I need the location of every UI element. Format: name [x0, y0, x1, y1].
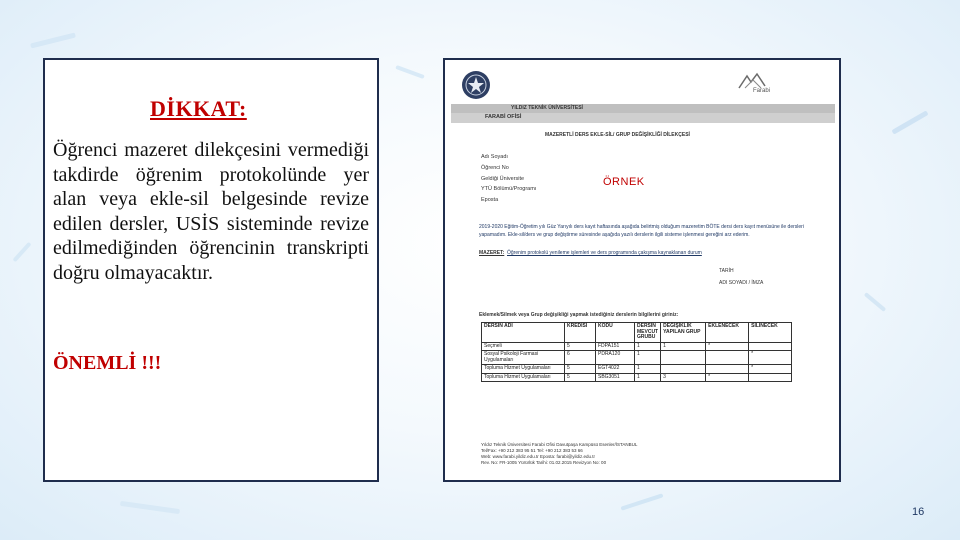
table-cell: SBG3051	[596, 373, 635, 382]
signature-label: ADI SOYADI / İMZA	[719, 280, 764, 286]
table-header-cell: DEĞİŞİKLİK YAPILAN GRUP	[661, 323, 706, 343]
table-header-cell: DERSİN MEVCUT GRUBU	[635, 323, 661, 343]
sample-form-panel	[443, 58, 841, 482]
table-cell: Seçmeli	[482, 342, 565, 351]
table-cell: FDPA151	[596, 342, 635, 351]
background-fleck	[30, 33, 76, 49]
excuse-label: MAZERET:	[479, 250, 505, 256]
table-header-cell: KREDİSİ	[565, 323, 596, 343]
table-cell: *	[706, 373, 749, 382]
form-field-label: Öğrenci No	[481, 164, 509, 171]
background-fleck	[864, 292, 886, 312]
table-cell: Topluma Hizmet Uygulamaları	[482, 365, 565, 374]
table-cell: 5	[565, 373, 596, 382]
table-header-cell: SİLİNECEK	[749, 323, 792, 343]
date-label: TARİH	[719, 268, 734, 274]
table-cell	[706, 365, 749, 374]
farabi-logo-text: Farabi	[753, 88, 771, 94]
table-cell: 6	[565, 351, 596, 365]
table-cell: 5	[565, 342, 596, 351]
notice-panel	[43, 58, 379, 482]
table-row	[482, 342, 792, 351]
table-row	[482, 351, 792, 365]
footer-line: Rev. No: FR-1005 Yürürlük Tarihi: 01.02.2015 Revizyon No: 00	[481, 460, 607, 465]
table-header-cell: DERSİN ADI	[482, 323, 565, 343]
background-fleck	[891, 110, 928, 134]
footer-line: Web: www.farabi.yildiz.edu.tr Eposta: farabi@yildiz.edu.tr	[481, 454, 596, 459]
table-header-cell: KODU	[596, 323, 635, 343]
table-cell	[661, 365, 706, 374]
table-cell: Topluma Hizmet Uygulamaları	[482, 373, 565, 382]
university-name: YILDIZ TEKNİK ÜNİVERSİTESİ	[511, 105, 583, 111]
form-footer	[481, 442, 811, 466]
table-cell: *	[749, 351, 792, 365]
table-cell: 1	[635, 373, 661, 382]
table-row	[482, 373, 792, 382]
table-cell	[661, 351, 706, 365]
table-cell: 1	[635, 342, 661, 351]
form-fields	[481, 154, 601, 204]
university-seal-icon	[461, 70, 491, 100]
notice-text: Öğrenci mazeret dilekçesini vermediği takdirde öğrenim protokolünde yer alan veya ekle-sil belgesinde revize edilen dersler, USİS sisteminde revize edilmediğinden öğrencinin transkripti doğru olmayacaktır.	[53, 139, 369, 284]
important-warning: ÖNEMLİ !!!	[53, 352, 162, 374]
table-row	[482, 365, 792, 374]
footer-line: Yıldız Teknik Üniversitesi Farabi Ofisi Davutpaşa Kampüsü Esenler/İSTANBUL	[481, 442, 638, 447]
header-bar	[451, 104, 835, 113]
table-cell: EGT4022	[596, 365, 635, 374]
table-cell: 1	[661, 342, 706, 351]
table-cell: *	[749, 365, 792, 374]
table-cell	[749, 342, 792, 351]
attention-heading: DİKKAT:	[150, 96, 247, 121]
table-cell: 1	[635, 351, 661, 365]
form-field-label: Adı Soyadı	[481, 154, 508, 160]
course-table	[481, 322, 792, 382]
sample-label: ÖRNEK	[603, 176, 645, 188]
table-intro: Eklemek/Silmek veya Grup değişikliği yapmak istediğiniz derslerin bilgilerini giriniz:	[479, 312, 679, 318]
form-field-label: Geldiği Üniversite	[481, 175, 525, 182]
background-fleck	[12, 242, 31, 263]
table-cell: *	[706, 342, 749, 351]
form-field-label: YTÜ Bölümü/Programı	[481, 186, 537, 193]
excuse-text: Öğrenim protokolü yenileme işlemleri ve ders programında çakışma kaynaklanan durum	[507, 250, 702, 256]
background-fleck	[395, 65, 425, 79]
page-number: 16	[912, 506, 925, 518]
office-name: FARABİ OFİSİ	[485, 114, 522, 120]
sample-petition-image	[451, 64, 835, 476]
table-cell: Sosyal Psikoloji Farmasi Uygulamaları	[482, 351, 565, 365]
table-cell: 3	[661, 373, 706, 382]
background-fleck	[620, 493, 663, 510]
footer-line: Tel/Fax: +90 212 383 95 51 Tel: +90 212 383 53 66	[481, 448, 583, 453]
form-title: MAZERETLİ DERS EKLE-SİL/ GRUP DEĞİŞİKLİĞİ DİLEKÇESİ	[545, 132, 690, 138]
background-fleck	[120, 501, 180, 514]
table-cell: 5	[565, 365, 596, 374]
table-header-row	[482, 323, 792, 343]
petition-paragraph: 2019-2020 Eğitim-Öğretim yılı Güz Yarıyılı ders kayıt haftasında aşağıda belirtmiş olduğum mazeretim BÖTE dersi ders kayıt menüsüne ile dersleri yapamadım. Ekle-sil/ders ve grup değiştirme süresinde aşağıda yazılı derslerin ilgili sisteme işlenmesi gereğini arz ederim.	[479, 224, 804, 238]
form-field-label: Eposta	[481, 197, 499, 204]
table-cell: 1	[635, 365, 661, 374]
table-cell	[706, 351, 749, 365]
table-header-cell: EKLENECEK	[706, 323, 749, 343]
table-cell	[749, 373, 792, 382]
table-cell: PDRA120	[596, 351, 635, 365]
